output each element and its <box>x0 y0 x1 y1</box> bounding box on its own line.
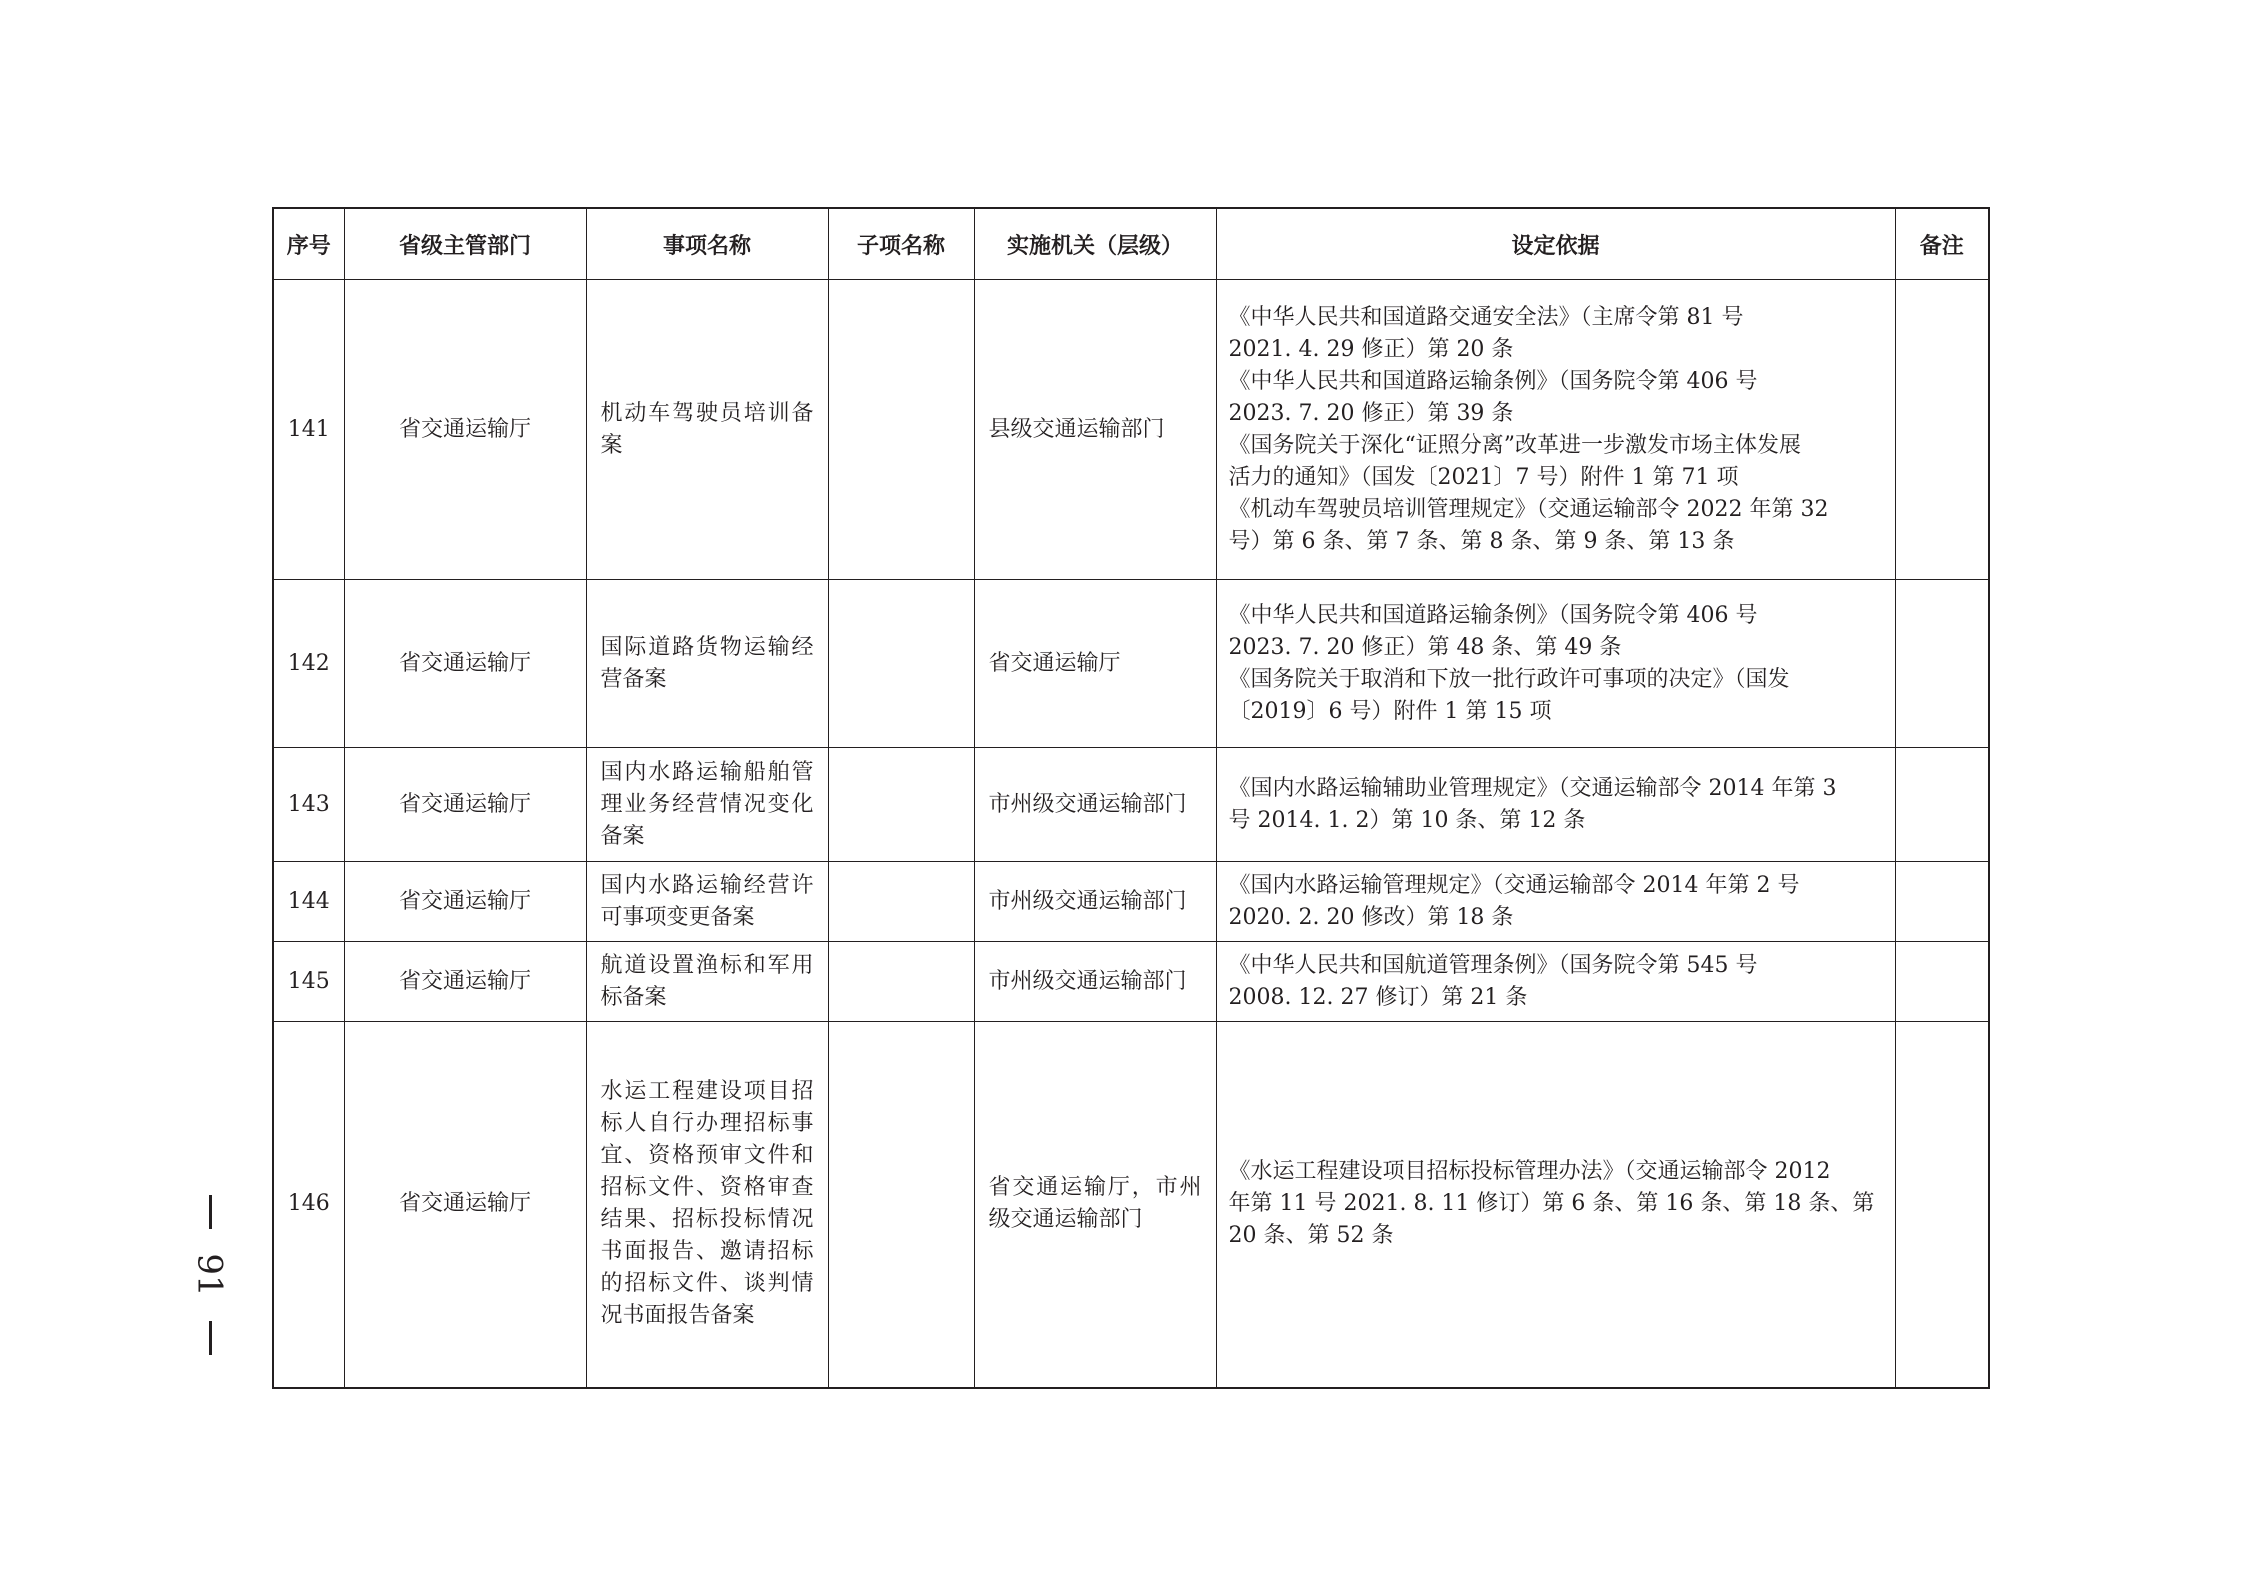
cell-no: 144 <box>273 862 344 942</box>
cell-basis <box>1216 1022 1895 1388</box>
basis-line: 《国务院关于取消和下放一批行政许可事项的决定》（国发 <box>1228 666 1790 692</box>
table-row <box>273 942 1989 1022</box>
basis-line: 《中华人民共和国道路运输条例》（国务院令第 406 号 <box>1228 368 1758 394</box>
cell-item-name: 国际道路货物运输经营备案 <box>586 580 828 748</box>
table-row <box>273 280 1989 580</box>
basis-line: 〔2019〕6 号）附件 1 第 15 项 <box>1228 698 1552 724</box>
basis-line: 2023. 7. 20 修正）第 39 条 <box>1228 400 1514 426</box>
cell-sub-item <box>828 862 974 942</box>
basis-line: 2020. 2. 20 修改）第 18 条 <box>1228 904 1514 930</box>
cell-basis <box>1216 580 1895 748</box>
basis-line: 号 2014. 1. 2）第 10 条、第 12 条 <box>1228 807 1586 833</box>
basis-line: 2023. 7. 20 修正）第 48 条、第 49 条 <box>1228 634 1622 660</box>
basis-line: 《国内水路运输辅助业管理规定》（交通运输部令 2014 年第 3 <box>1228 775 1837 801</box>
basis-line: 《水运工程建设项目招标投标管理办法》（交通运输部令 2012 <box>1228 1159 1831 1185</box>
basis-line: 《机动车驾驶员培训管理规定》（交通运输部令 2022 年第 32 <box>1228 496 1829 522</box>
cell-note <box>1895 280 1989 580</box>
cell-item-name: 国内水路运输船舶管理业务经营情况变化备案 <box>586 748 828 862</box>
cell-note <box>1895 580 1989 748</box>
page-number-dash <box>209 1321 212 1355</box>
basis-line: 《国内水路运输管理规定》（交通运输部令 2014 年第 2 号 <box>1228 872 1800 898</box>
cell-org: 市州级交通运输部门 <box>974 942 1216 1022</box>
basis-line: 《国务院关于深化“证照分离”改革进一步激发市场主体发展 <box>1228 432 1801 458</box>
cell-basis <box>1216 748 1895 862</box>
page-number <box>190 1195 230 1355</box>
header-no: 序号 <box>273 208 344 280</box>
cell-basis <box>1216 862 1895 942</box>
cell-note <box>1895 1022 1989 1388</box>
cell-org: 省交通运输厅，市州级交通运输部门 <box>974 1022 1216 1388</box>
cell-basis <box>1216 942 1895 1022</box>
page-number-value: 91 <box>190 1253 231 1297</box>
cell-org: 市州级交通运输部门 <box>974 862 1216 942</box>
basis-line: 《中华人民共和国道路交通安全法》（主席令第 81 号 <box>1228 304 1744 330</box>
catalog-table <box>272 207 1990 1389</box>
cell-item-name: 机动车驾驶员培训备案 <box>586 280 828 580</box>
basis-line: 活力的通知》（国发〔2021〕7 号）附件 1 第 71 项 <box>1228 464 1739 490</box>
basis-line: 《中华人民共和国道路运输条例》（国务院令第 406 号 <box>1228 602 1758 628</box>
cell-org: 省交通运输厅 <box>974 580 1216 748</box>
cell-sub-item <box>828 280 974 580</box>
basis-line: 年第 11 号 2021. 8. 11 修订）第 6 条、第 16 条、第 18 条、第 <box>1228 1191 1875 1217</box>
cell-sub-item <box>828 748 974 862</box>
table-row <box>273 748 1989 862</box>
cell-dept: 省交通运输厅 <box>344 1022 586 1388</box>
cell-dept: 省交通运输厅 <box>344 580 586 748</box>
cell-no: 146 <box>273 1022 344 1388</box>
table-header-row <box>273 208 1989 280</box>
cell-note <box>1895 862 1989 942</box>
cell-dept: 省交通运输厅 <box>344 862 586 942</box>
cell-no: 145 <box>273 942 344 1022</box>
header-dept: 省级主管部门 <box>344 208 586 280</box>
cell-dept: 省交通运输厅 <box>344 280 586 580</box>
cell-basis <box>1216 280 1895 580</box>
header-org: 实施机关（层级） <box>974 208 1216 280</box>
cell-note <box>1895 942 1989 1022</box>
cell-item-name: 水运工程建设项目招标人自行办理招标事宜、资格预审文件和招标文件、资格审查结果、招标投标情况书面报告、邀请招标的招标文件、谈判情况书面报告备案 <box>586 1022 828 1388</box>
cell-item-name: 航道设置渔标和军用标备案 <box>586 942 828 1022</box>
table-row <box>273 580 1989 748</box>
cell-sub-item <box>828 942 974 1022</box>
cell-no: 143 <box>273 748 344 862</box>
cell-no: 141 <box>273 280 344 580</box>
cell-item-name: 国内水路运输经营许可事项变更备案 <box>586 862 828 942</box>
cell-org: 市州级交通运输部门 <box>974 748 1216 862</box>
header-note: 备注 <box>1895 208 1989 280</box>
cell-no: 142 <box>273 580 344 748</box>
basis-line: 号）第 6 条、第 7 条、第 8 条、第 9 条、第 13 条 <box>1228 528 1735 554</box>
cell-dept: 省交通运输厅 <box>344 748 586 862</box>
cell-note <box>1895 748 1989 862</box>
table-row <box>273 1022 1989 1388</box>
basis-line: 20 条、第 52 条 <box>1228 1223 1394 1249</box>
cell-sub-item <box>828 580 974 748</box>
cell-dept: 省交通运输厅 <box>344 942 586 1022</box>
basis-line: 2008. 12. 27 修订）第 21 条 <box>1228 984 1528 1010</box>
cell-org: 县级交通运输部门 <box>974 280 1216 580</box>
header-basis: 设定依据 <box>1216 208 1895 280</box>
page-number-dash <box>209 1195 212 1229</box>
cell-sub-item <box>828 1022 974 1388</box>
basis-line: 2021. 4. 29 修正）第 20 条 <box>1228 336 1514 362</box>
header-sub-item: 子项名称 <box>828 208 974 280</box>
table-row <box>273 862 1989 942</box>
basis-line: 《中华人民共和国航道管理条例》（国务院令第 545 号 <box>1228 952 1758 978</box>
header-item-name: 事项名称 <box>586 208 828 280</box>
